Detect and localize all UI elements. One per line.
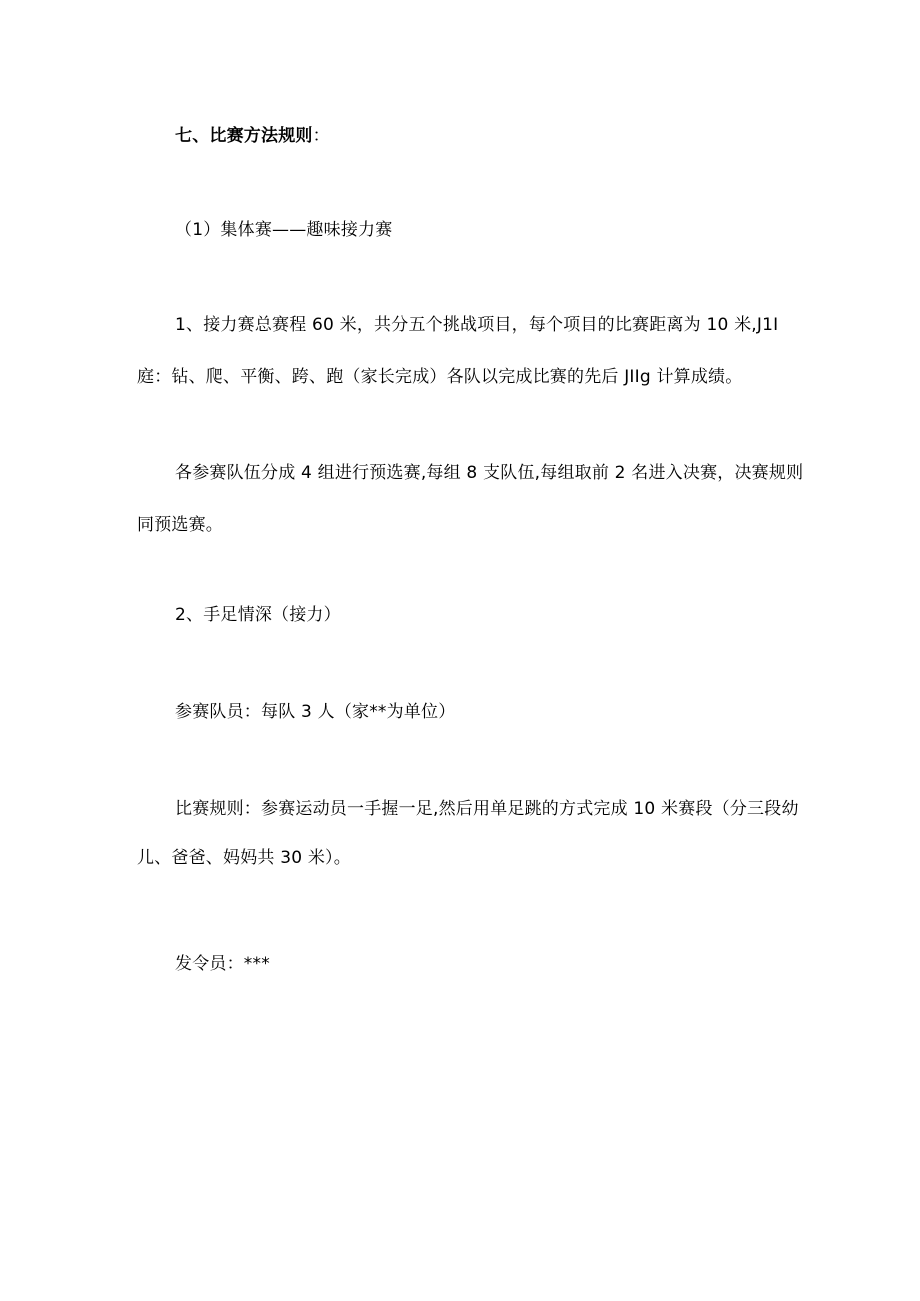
item2-title: 2、手足情深（接力） xyxy=(175,605,341,625)
section-heading-colon: ： xyxy=(312,126,330,146)
paragraph-item1-line2: 庭：钻、爬、平衡、跨、跑（家长完成）各队以完成比赛的先后 JIIg 计算成绩。 xyxy=(137,367,743,387)
starter-line: 发令员：*** xyxy=(175,954,270,974)
section-heading xyxy=(175,124,330,148)
section-heading-text: 七、比赛方法规则 xyxy=(175,126,313,146)
paragraph-rules-line2: 儿、爸爸、妈妈共 30 米）。 xyxy=(137,848,351,868)
paragraph-rules-line1: 比赛规则：参赛运动员一手握一足,然后用单足跳的方式完成 10 米赛段（分三段幼 xyxy=(175,799,799,819)
paragraph-grouping-line2: 同预选赛。 xyxy=(137,515,223,535)
paragraph-grouping-line1: 各参赛队伍分成 4 组进行预选赛,每组 8 支队伍,每组取前 2 名进入决赛，决赛规则 xyxy=(175,463,804,483)
subheading-relay: （1）集体赛——趣味接力赛 xyxy=(175,220,393,240)
paragraph-item1-line1: 1、接力赛总赛程 60 米，共分五个挑战项目，每个项目的比赛距离为 10 米,J1I xyxy=(175,315,779,335)
participants-line: 参赛队员：每队 3 人（家**为单位） xyxy=(175,702,456,722)
